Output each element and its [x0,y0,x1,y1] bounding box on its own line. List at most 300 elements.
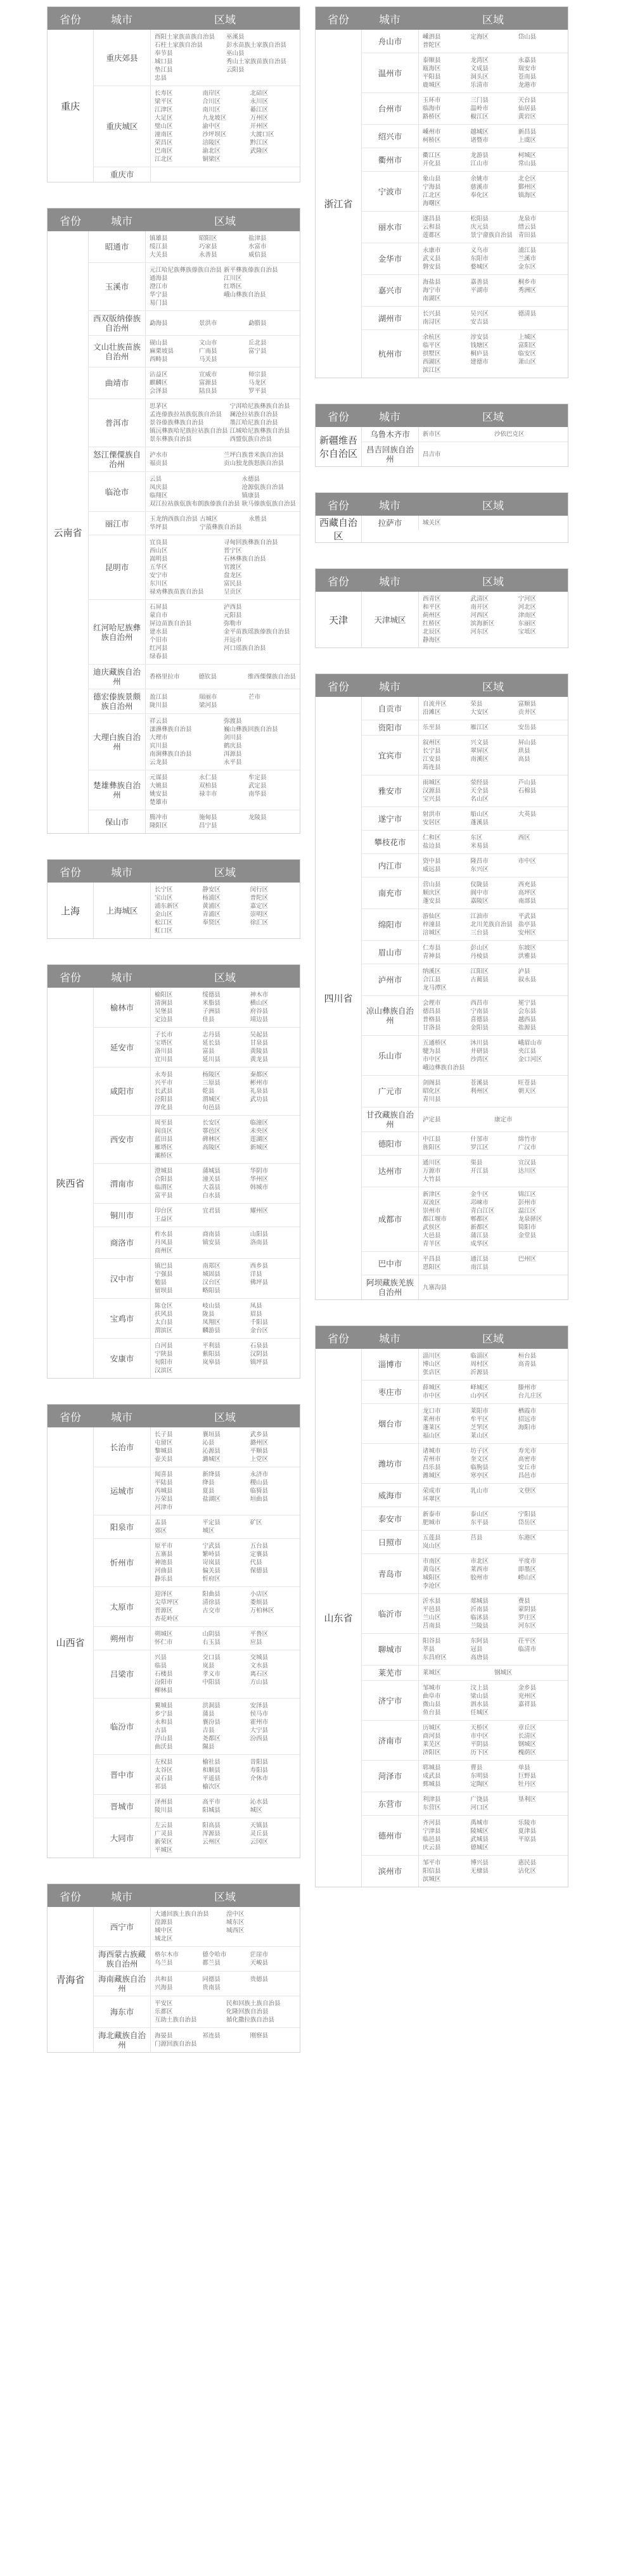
district-item: 罗江区 [470,1144,489,1151]
district-item: 耀州区 [250,1208,269,1215]
city-name: 德宏傣族景颇族自治州 [89,689,146,713]
city-name: 眉山市 [362,941,419,964]
district-item: 屏边苗族自治县 [149,620,192,627]
district-item: 宁南县 [470,1008,489,1015]
district-item: 红桥区 [423,620,441,627]
city-row [94,1427,300,1467]
district-item: 长宁区 [155,886,173,893]
district-item: 洛川县 [155,1048,173,1055]
district-item: 平阴县 [470,1741,489,1748]
district-list [419,125,568,148]
district-item: 澄城县 [155,1168,173,1175]
city-row [362,697,568,720]
city-row [362,592,568,647]
district-item: 夏县 [202,1488,215,1495]
district-item: 江城哈尼族彝族自治县 [229,428,290,435]
province-row [316,592,568,647]
city-row [94,1795,300,1818]
city-name: 文山壮族苗族自治州 [89,336,146,367]
district-item: 乐清市 [470,82,489,89]
city-row [89,714,300,770]
city-name: 昆明市 [89,535,146,599]
district-list [146,535,300,599]
city-name: 迪庆藏族自治州 [89,665,146,689]
district-item: 余杭区 [423,334,441,341]
district-item: 东平县 [470,1519,489,1526]
district-item: 定海区 [470,34,489,41]
district-item: 船山区 [470,811,489,818]
district-item: 峄城区 [470,1384,489,1391]
district-item: 中阳县 [202,1679,221,1686]
district-item: 泽州县 [155,1799,173,1806]
district-item: 巫溪县 [226,34,245,41]
district-item: 华坪县 [149,524,168,531]
district-item: 平昌县 [423,1256,441,1263]
district-item: 左权县 [155,1759,173,1766]
district-list [419,1666,568,1680]
district-item: 盐亭县 [518,921,537,928]
district-list [419,775,568,807]
district-item: 桐乡市 [518,279,537,286]
district-item: 越西县 [518,1016,537,1023]
district-item: 留坝县 [155,1287,173,1294]
table-header [48,1884,300,1907]
district-item: 五莲县 [423,1534,441,1541]
city-row [362,1404,568,1444]
region-table [315,673,568,1300]
district-item: 峨边彝族自治县 [423,1064,465,1071]
district-item: 建水县 [149,628,168,635]
district-item: 苍溪县 [470,1080,489,1087]
district-item: 南川区 [202,106,221,113]
district-item: 费县 [518,1598,530,1605]
district-item: 宝坻区 [518,628,537,635]
table-header [48,208,300,231]
district-item: 稷山县 [250,1479,269,1486]
district-item: 永寿县 [155,1071,173,1078]
district-item: 岚县 [202,1662,215,1669]
city-name: 温州市 [362,53,419,92]
city-name: 汉中市 [94,1259,151,1298]
city-name: 咸阳市 [94,1068,151,1115]
city-row [362,243,568,275]
district-item: 清徐县 [202,1599,221,1606]
district-item: 左云县 [155,1822,173,1829]
district-item: 晋源区 [155,1607,173,1614]
district-item: 茌平区 [518,1638,537,1645]
district-item: 娄烦县 [250,1599,269,1606]
district-item: 诸暨市 [470,137,489,144]
district-item: 喜德县 [470,1016,489,1023]
city-name: 临沂市 [362,1594,419,1633]
header-province: 省份 [328,575,349,589]
district-item: 汉台区 [202,1279,221,1286]
district-item: 定边县 [155,1016,173,1023]
district-item: 坊子区 [470,1448,489,1455]
district-item: 沧源佤族自治县 [241,484,284,491]
district-list [146,336,300,367]
district-list [419,1132,568,1155]
district-list [151,1259,300,1298]
district-item: 雁塔区 [155,1144,173,1151]
district-item: 江山市 [470,160,489,167]
header-city: 城市 [379,680,400,694]
district-item: 钱塘区 [470,342,489,349]
district-item: 松阳县 [470,215,489,222]
district-item: 盐边县 [423,843,441,850]
district-item: 路桥区 [423,113,441,120]
district-list [151,1515,300,1538]
district-item: 壶关县 [155,1456,173,1463]
district-item: 普格县 [423,1016,441,1023]
district-item: 永康市 [423,247,441,254]
district-list [419,1187,568,1251]
district-item: 衢江区 [423,152,441,159]
city-row [94,1259,300,1299]
city-name: 长治市 [94,1427,151,1467]
district-item: 古县 [155,1727,167,1734]
district-item: 萧山区 [518,359,537,366]
district-item: 仁寿县 [423,945,441,952]
district-list [419,330,568,378]
district-item: 甘洛县 [423,1024,441,1031]
district-item: 南浔区 [423,319,441,326]
district-item: 成华区 [470,1240,489,1247]
district-item: 乾县 [202,1088,215,1095]
district-item: 奎文区 [470,1456,489,1463]
district-item: 凤翔区 [202,1319,221,1326]
district-item: 荣昌区 [155,139,173,146]
district-list [419,909,568,940]
city-name: 天津城区 [362,592,419,647]
district-list [151,1996,300,2027]
district-item: 蒙阴县 [518,1606,537,1613]
header-province: 省份 [328,680,349,694]
district-item: 会东县 [518,1008,537,1015]
city-row [94,1227,300,1259]
district-item: 射洪市 [423,811,441,818]
district-item: 门源回族自治县 [155,2041,197,2048]
district-item: 天峻县 [250,1960,269,1967]
district-item: 雁江区 [470,724,489,731]
district-item: 镇沅彝族哈尼族拉祜族自治县 [149,428,228,435]
district-item: 扶风县 [155,1311,173,1318]
district-item: 盐津县 [248,235,267,242]
district-item: 奉贤区 [202,919,221,926]
district-list [151,1795,300,1818]
province-name: 天津 [316,592,362,647]
header-province: 省份 [328,411,349,424]
district-item: 城北区 [155,1935,173,1942]
district-item: 莱山区 [470,1432,489,1439]
district-item: 西区 [518,834,530,841]
district-item: 宁洱哈尼族彝族自治县 [229,403,290,410]
district-list [419,243,568,274]
district-list [419,831,568,853]
district-item: 北辰区 [423,628,441,635]
district-item: 翠屏区 [470,748,489,755]
district-item: 兴文县 [470,739,489,746]
district-item: 新市区 [423,431,441,438]
city-row [94,1699,300,1755]
district-item: 市中区 [470,1733,489,1740]
district-item: 平武县 [518,913,537,920]
district-item: 陇川县 [149,702,168,709]
province-name: 山西省 [48,1427,94,1858]
district-item: 平度市 [518,1558,537,1565]
district-item: 渭滨区 [155,1327,173,1334]
city-name: 台州市 [362,93,419,124]
district-item: 霍州市 [250,1719,269,1726]
district-item: 砚山县 [149,340,168,347]
district-item: 米易县 [470,843,489,850]
district-item: 会理市 [423,1000,441,1007]
district-item: 彭山区 [470,945,489,952]
district-item: 象山县 [423,175,441,182]
district-item: 什邡市 [470,1136,489,1143]
district-item: 綦江区 [250,106,269,113]
district-item: 市中区 [518,858,537,865]
district-item: 蒲县 [202,1711,215,1718]
district-item: 富平县 [155,1192,173,1199]
district-item: 平湖市 [470,287,489,294]
district-item: 城区 [202,1527,215,1534]
district-item: 商州区 [155,1247,173,1254]
district-item: 东昌府区 [423,1654,447,1661]
district-list [146,689,300,713]
district-item: 蓬安县 [423,898,441,905]
district-item: 珙县 [518,748,530,755]
district-item: 济阳区 [423,1749,441,1756]
province-name: 山东省 [316,1349,362,1887]
district-item: 黄浦区 [202,903,221,910]
district-item: 襄垣县 [202,1431,221,1438]
district-item: 普陀区 [423,42,441,49]
district-item: 瓯海区 [423,65,441,72]
province-name: 重庆 [48,30,94,182]
district-list [151,1164,300,1203]
header-district: 区域 [482,680,504,694]
header-city: 城市 [379,575,400,589]
city-row [362,1761,568,1792]
district-item: 井研县 [470,1048,489,1055]
district-item: 佛坪县 [250,1279,269,1286]
district-item: 杨浦区 [202,895,221,902]
district-item: 弥勒市 [223,620,242,627]
district-item: 鹤庆县 [223,743,242,749]
header-city: 城市 [111,866,132,879]
district-item: 贵南县 [202,1984,221,1991]
district-item: 民和回族土族自治县 [226,2000,281,2007]
district-item: 贵德县 [250,1976,269,1983]
district-item: 蒲城县 [202,1168,221,1175]
district-item: 沙依巴克区 [494,431,525,438]
district-item: 盐源县 [518,1024,537,1031]
district-item: 河西区 [470,612,489,619]
district-item: 西昌市 [470,1000,489,1007]
district-item: 北仑区 [518,175,537,182]
district-list [151,30,300,86]
city-row [89,600,300,665]
district-item: 邹平市 [423,1859,441,1866]
district-item: 忠县 [155,75,167,82]
district-list [151,167,300,182]
district-item: 五华区 [149,564,168,571]
city-name: 阿坝藏族羌族自治州 [362,1275,419,1299]
district-item: 玉环市 [423,97,441,104]
district-item: 米脂县 [202,1000,221,1007]
city-name: 达州市 [362,1156,419,1187]
district-item: 芒市 [248,694,260,701]
district-item: 晋宁区 [223,547,242,554]
district-item: 东区 [470,834,483,841]
city-name: 攀枝花市 [362,831,419,853]
district-item: 沂源县 [470,1369,489,1376]
district-item: 广汉市 [518,1144,537,1151]
district-list [419,1107,568,1132]
district-item: 金东区 [518,264,537,271]
city-row [89,311,300,336]
district-item: 永和县 [155,1719,173,1726]
district-item: 兴海县 [155,1984,173,1991]
city-row [362,275,568,307]
district-item: 金牛区 [470,1191,489,1198]
city-row [94,1539,300,1587]
district-item: 鄞州区 [518,184,537,191]
district-list [151,1699,300,1754]
district-list [146,512,300,535]
district-item: 莲都区 [423,232,441,239]
district-item: 高平市 [202,1799,221,1806]
district-item: 乐至县 [423,724,441,731]
district-list [151,1650,300,1698]
district-item: 桓台县 [518,1353,537,1360]
district-item: 涪陵区 [202,139,221,146]
district-item: 兴平市 [155,1080,173,1087]
district-item: 茫崖市 [250,1951,269,1958]
district-item: 长寿区 [155,90,173,97]
city-row [94,883,300,938]
district-item: 盈江县 [149,694,168,701]
district-item: 平安区 [155,2000,173,2007]
header-city: 城市 [111,13,132,27]
district-item: 泸水市 [149,452,168,459]
district-item: 西青区 [423,596,441,603]
district-item: 王益区 [155,1216,173,1223]
city-row [94,1515,300,1539]
district-item: 东营区 [423,1804,441,1811]
district-item: 合阳县 [155,1176,173,1183]
city-row [362,442,568,466]
header-province: 省份 [60,1411,81,1424]
city-row [362,125,568,148]
district-item: 岱山县 [518,34,537,41]
city-name: 重庆市 [94,167,151,182]
district-item: 峨眉山市 [518,1040,542,1047]
city-list [362,30,568,378]
province-row [316,516,568,542]
city-name: 宜宾市 [362,736,419,775]
city-name: 上海城区 [94,883,151,938]
district-item: 长清区 [518,1733,537,1740]
district-list [419,807,568,830]
district-item: 金阳县 [470,1024,489,1031]
district-item: 高密市 [518,1456,537,1463]
district-item: 渭城区 [202,1096,221,1103]
district-item: 遂昌县 [423,215,441,222]
district-item: 新荣区 [155,1839,173,1846]
district-list [419,1554,568,1593]
district-item: 安吉县 [470,319,489,326]
city-row [94,1996,300,2028]
district-item: 鄠邑区 [202,1128,221,1135]
district-item: 沐川县 [470,1040,489,1047]
district-item: 滨江区 [423,367,441,374]
district-item: 延长县 [202,1040,221,1047]
district-item: 荣县 [470,701,483,708]
district-item: 城口县 [155,58,173,65]
district-item: 金乡县 [518,1685,537,1692]
district-item: 无棣县 [470,1868,489,1875]
district-list [419,1721,568,1760]
district-item: 李沧区 [423,1583,441,1590]
district-item: 和平区 [423,604,441,611]
district-item: 江川区 [223,275,242,282]
district-item: 上党区 [250,1456,269,1463]
district-item: 临平区 [423,342,441,349]
district-item: 武清区 [470,596,489,603]
district-item: 秀山土家族苗族自治县 [226,58,287,65]
city-row [362,1076,568,1107]
district-item: 祁连县 [202,2032,221,2039]
district-item: 河北区 [518,604,537,611]
table-header [316,404,568,427]
table-header [48,1405,300,1427]
district-item: 巴州区 [518,1256,537,1263]
district-item: 普陀区 [250,895,269,902]
city-row [94,1972,300,1996]
district-item: 广南县 [198,348,217,355]
district-item: 云州区 [202,1839,221,1846]
district-item: 昌邑市 [518,1472,537,1479]
district-item: 龙口市 [423,1408,441,1415]
district-item: 应县 [250,1639,262,1646]
district-item: 安宁市 [149,572,168,579]
district-item: 天全县 [470,787,489,794]
district-item: 北川羌族自治县 [470,921,513,928]
district-item: 徐汇区 [250,919,269,926]
district-item: 宁陕县 [155,1351,173,1358]
city-list [89,231,300,833]
city-row [94,86,300,167]
district-item: 云县 [149,476,162,483]
region-table [47,859,300,939]
city-name: 湖州市 [362,307,419,329]
district-item: 紫阳县 [202,1351,221,1358]
district-item: 阳信县 [423,1868,441,1875]
city-row [89,336,300,367]
city-name: 保山市 [89,810,146,833]
district-item: 刚察县 [250,2032,269,2039]
city-row [362,516,568,530]
district-item: 绥德县 [202,992,221,998]
district-list [151,1227,300,1258]
district-item: 新都区 [470,1224,489,1231]
district-item: 周至县 [155,1119,173,1126]
district-item: 耿马傣族佤族自治县 [241,501,296,507]
district-list [151,1116,300,1163]
district-item: 东明县 [470,1773,489,1780]
